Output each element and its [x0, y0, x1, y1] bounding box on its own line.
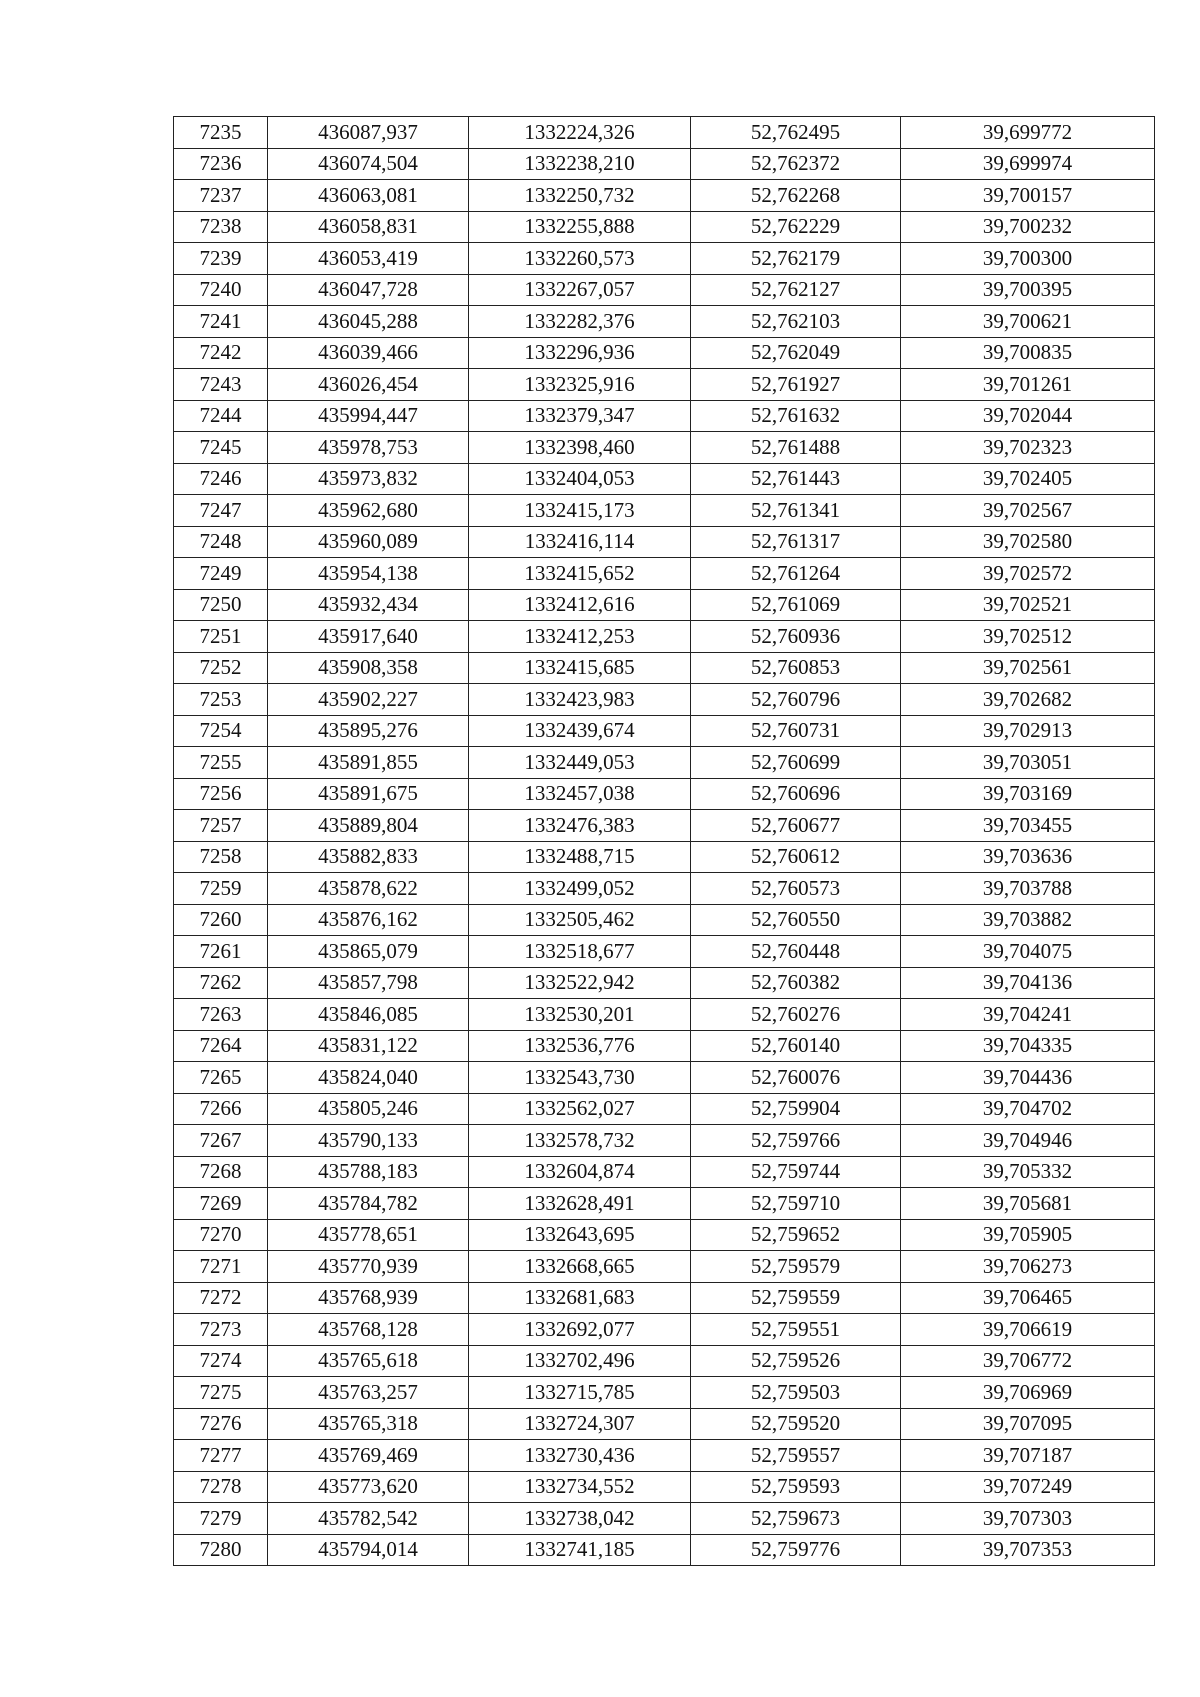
- x-coordinate-cell: 435960,089: [268, 526, 469, 558]
- latitude-cell: 52,759557: [691, 1440, 901, 1472]
- table-row: [174, 1188, 1155, 1220]
- latitude-cell: 52,762229: [691, 211, 901, 243]
- x-coordinate-cell: 435865,079: [268, 936, 469, 968]
- table-row: [174, 1219, 1155, 1251]
- point-number-cell: 7271: [174, 1251, 268, 1283]
- table-row: [174, 463, 1155, 495]
- latitude-cell: 52,760699: [691, 747, 901, 779]
- longitude-cell: 39,703455: [901, 810, 1155, 842]
- x-coordinate-cell: 436039,466: [268, 337, 469, 369]
- table-row: [174, 1314, 1155, 1346]
- latitude-cell: 52,761069: [691, 589, 901, 621]
- longitude-cell: 39,707353: [901, 1534, 1155, 1566]
- latitude-cell: 52,760076: [691, 1062, 901, 1094]
- x-coordinate-cell: 435932,434: [268, 589, 469, 621]
- point-number-cell: 7279: [174, 1503, 268, 1535]
- y-coordinate-cell: 1332238,210: [469, 148, 691, 180]
- table-row: [174, 1282, 1155, 1314]
- y-coordinate-cell: 1332741,185: [469, 1534, 691, 1566]
- table-row: [174, 274, 1155, 306]
- longitude-cell: 39,700300: [901, 243, 1155, 275]
- point-number-cell: 7265: [174, 1062, 268, 1094]
- x-coordinate-cell: 435882,833: [268, 841, 469, 873]
- y-coordinate-cell: 1332449,053: [469, 747, 691, 779]
- latitude-cell: 52,761264: [691, 558, 901, 590]
- longitude-cell: 39,700232: [901, 211, 1155, 243]
- latitude-cell: 52,759551: [691, 1314, 901, 1346]
- point-number-cell: 7238: [174, 211, 268, 243]
- point-number-cell: 7261: [174, 936, 268, 968]
- latitude-cell: 52,760853: [691, 652, 901, 684]
- longitude-cell: 39,699772: [901, 117, 1155, 149]
- table-row: [174, 747, 1155, 779]
- y-coordinate-cell: 1332530,201: [469, 999, 691, 1031]
- longitude-cell: 39,704335: [901, 1030, 1155, 1062]
- latitude-cell: 52,761341: [691, 495, 901, 527]
- point-number-cell: 7245: [174, 432, 268, 464]
- table-row: [174, 1408, 1155, 1440]
- table-row: [174, 180, 1155, 212]
- y-coordinate-cell: 1332488,715: [469, 841, 691, 873]
- point-number-cell: 7251: [174, 621, 268, 653]
- y-coordinate-cell: 1332518,677: [469, 936, 691, 968]
- latitude-cell: 52,761443: [691, 463, 901, 495]
- y-coordinate-cell: 1332415,652: [469, 558, 691, 590]
- x-coordinate-cell: 435876,162: [268, 904, 469, 936]
- point-number-cell: 7243: [174, 369, 268, 401]
- longitude-cell: 39,700621: [901, 306, 1155, 338]
- x-coordinate-cell: 435917,640: [268, 621, 469, 653]
- x-coordinate-cell: 435891,675: [268, 778, 469, 810]
- coordinates-table-body: [174, 117, 1155, 1566]
- y-coordinate-cell: 1332499,052: [469, 873, 691, 905]
- latitude-cell: 52,762127: [691, 274, 901, 306]
- y-coordinate-cell: 1332423,983: [469, 684, 691, 716]
- latitude-cell: 52,759776: [691, 1534, 901, 1566]
- x-coordinate-cell: 435788,183: [268, 1156, 469, 1188]
- point-number-cell: 7236: [174, 148, 268, 180]
- latitude-cell: 52,761632: [691, 400, 901, 432]
- x-coordinate-cell: 435857,798: [268, 967, 469, 999]
- longitude-cell: 39,704946: [901, 1125, 1155, 1157]
- longitude-cell: 39,704136: [901, 967, 1155, 999]
- latitude-cell: 52,759744: [691, 1156, 901, 1188]
- latitude-cell: 52,759652: [691, 1219, 901, 1251]
- x-coordinate-cell: 435824,040: [268, 1062, 469, 1094]
- longitude-cell: 39,706772: [901, 1345, 1155, 1377]
- y-coordinate-cell: 1332668,665: [469, 1251, 691, 1283]
- x-coordinate-cell: 435769,469: [268, 1440, 469, 1472]
- longitude-cell: 39,702521: [901, 589, 1155, 621]
- y-coordinate-cell: 1332457,038: [469, 778, 691, 810]
- point-number-cell: 7249: [174, 558, 268, 590]
- point-number-cell: 7246: [174, 463, 268, 495]
- longitude-cell: 39,700157: [901, 180, 1155, 212]
- point-number-cell: 7244: [174, 400, 268, 432]
- latitude-cell: 52,760550: [691, 904, 901, 936]
- y-coordinate-cell: 1332255,888: [469, 211, 691, 243]
- y-coordinate-cell: 1332260,573: [469, 243, 691, 275]
- y-coordinate-cell: 1332476,383: [469, 810, 691, 842]
- y-coordinate-cell: 1332724,307: [469, 1408, 691, 1440]
- latitude-cell: 52,759673: [691, 1503, 901, 1535]
- point-number-cell: 7242: [174, 337, 268, 369]
- latitude-cell: 52,760382: [691, 967, 901, 999]
- point-number-cell: 7254: [174, 715, 268, 747]
- x-coordinate-cell: 436063,081: [268, 180, 469, 212]
- table-row: [174, 1534, 1155, 1566]
- table-row: [174, 148, 1155, 180]
- longitude-cell: 39,705905: [901, 1219, 1155, 1251]
- table-row: [174, 936, 1155, 968]
- table-row: [174, 432, 1155, 464]
- y-coordinate-cell: 1332415,685: [469, 652, 691, 684]
- latitude-cell: 52,762103: [691, 306, 901, 338]
- x-coordinate-cell: 436026,454: [268, 369, 469, 401]
- longitude-cell: 39,707249: [901, 1471, 1155, 1503]
- x-coordinate-cell: 435846,085: [268, 999, 469, 1031]
- y-coordinate-cell: 1332325,916: [469, 369, 691, 401]
- y-coordinate-cell: 1332412,253: [469, 621, 691, 653]
- table-row: [174, 495, 1155, 527]
- table-row: [174, 873, 1155, 905]
- longitude-cell: 39,706465: [901, 1282, 1155, 1314]
- latitude-cell: 52,759766: [691, 1125, 901, 1157]
- x-coordinate-cell: 435889,804: [268, 810, 469, 842]
- x-coordinate-cell: 435768,128: [268, 1314, 469, 1346]
- table-row: [174, 715, 1155, 747]
- point-number-cell: 7275: [174, 1377, 268, 1409]
- table-row: [174, 652, 1155, 684]
- table-row: [174, 117, 1155, 149]
- longitude-cell: 39,703788: [901, 873, 1155, 905]
- longitude-cell: 39,707187: [901, 1440, 1155, 1472]
- point-number-cell: 7269: [174, 1188, 268, 1220]
- latitude-cell: 52,759904: [691, 1093, 901, 1125]
- x-coordinate-cell: 435973,832: [268, 463, 469, 495]
- latitude-cell: 52,762372: [691, 148, 901, 180]
- y-coordinate-cell: 1332505,462: [469, 904, 691, 936]
- longitude-cell: 39,704241: [901, 999, 1155, 1031]
- x-coordinate-cell: 435878,622: [268, 873, 469, 905]
- x-coordinate-cell: 436053,419: [268, 243, 469, 275]
- table-row: [174, 1093, 1155, 1125]
- longitude-cell: 39,702323: [901, 432, 1155, 464]
- table-row: [174, 1440, 1155, 1472]
- y-coordinate-cell: 1332738,042: [469, 1503, 691, 1535]
- latitude-cell: 52,760448: [691, 936, 901, 968]
- x-coordinate-cell: 435782,542: [268, 1503, 469, 1535]
- point-number-cell: 7255: [174, 747, 268, 779]
- longitude-cell: 39,703051: [901, 747, 1155, 779]
- longitude-cell: 39,707095: [901, 1408, 1155, 1440]
- point-number-cell: 7237: [174, 180, 268, 212]
- y-coordinate-cell: 1332715,785: [469, 1377, 691, 1409]
- point-number-cell: 7250: [174, 589, 268, 621]
- longitude-cell: 39,700395: [901, 274, 1155, 306]
- x-coordinate-cell: 435790,133: [268, 1125, 469, 1157]
- longitude-cell: 39,706969: [901, 1377, 1155, 1409]
- x-coordinate-cell: 435895,276: [268, 715, 469, 747]
- latitude-cell: 52,760936: [691, 621, 901, 653]
- x-coordinate-cell: 435778,651: [268, 1219, 469, 1251]
- table-row: [174, 526, 1155, 558]
- longitude-cell: 39,700835: [901, 337, 1155, 369]
- y-coordinate-cell: 1332250,732: [469, 180, 691, 212]
- longitude-cell: 39,704436: [901, 1062, 1155, 1094]
- longitude-cell: 39,705332: [901, 1156, 1155, 1188]
- latitude-cell: 52,760276: [691, 999, 901, 1031]
- longitude-cell: 39,706619: [901, 1314, 1155, 1346]
- y-coordinate-cell: 1332439,674: [469, 715, 691, 747]
- point-number-cell: 7266: [174, 1093, 268, 1125]
- latitude-cell: 52,759520: [691, 1408, 901, 1440]
- x-coordinate-cell: 435908,358: [268, 652, 469, 684]
- latitude-cell: 52,760612: [691, 841, 901, 873]
- longitude-cell: 39,702580: [901, 526, 1155, 558]
- latitude-cell: 52,761927: [691, 369, 901, 401]
- x-coordinate-cell: 435805,246: [268, 1093, 469, 1125]
- x-coordinate-cell: 436087,937: [268, 117, 469, 149]
- x-coordinate-cell: 436058,831: [268, 211, 469, 243]
- y-coordinate-cell: 1332416,114: [469, 526, 691, 558]
- y-coordinate-cell: 1332702,496: [469, 1345, 691, 1377]
- table-row: [174, 841, 1155, 873]
- table-row: [174, 1471, 1155, 1503]
- y-coordinate-cell: 1332643,695: [469, 1219, 691, 1251]
- point-number-cell: 7272: [174, 1282, 268, 1314]
- y-coordinate-cell: 1332604,874: [469, 1156, 691, 1188]
- latitude-cell: 52,760140: [691, 1030, 901, 1062]
- longitude-cell: 39,703636: [901, 841, 1155, 873]
- point-number-cell: 7277: [174, 1440, 268, 1472]
- x-coordinate-cell: 435994,447: [268, 400, 469, 432]
- longitude-cell: 39,707303: [901, 1503, 1155, 1535]
- table-row: [174, 1503, 1155, 1535]
- longitude-cell: 39,702561: [901, 652, 1155, 684]
- x-coordinate-cell: 435763,257: [268, 1377, 469, 1409]
- table-row: [174, 1156, 1155, 1188]
- longitude-cell: 39,706273: [901, 1251, 1155, 1283]
- point-number-cell: 7267: [174, 1125, 268, 1157]
- x-coordinate-cell: 435794,014: [268, 1534, 469, 1566]
- y-coordinate-cell: 1332681,683: [469, 1282, 691, 1314]
- x-coordinate-cell: 436047,728: [268, 274, 469, 306]
- y-coordinate-cell: 1332282,376: [469, 306, 691, 338]
- latitude-cell: 52,759559: [691, 1282, 901, 1314]
- x-coordinate-cell: 435770,939: [268, 1251, 469, 1283]
- y-coordinate-cell: 1332734,552: [469, 1471, 691, 1503]
- point-number-cell: 7260: [174, 904, 268, 936]
- longitude-cell: 39,702044: [901, 400, 1155, 432]
- point-number-cell: 7264: [174, 1030, 268, 1062]
- y-coordinate-cell: 1332562,027: [469, 1093, 691, 1125]
- latitude-cell: 52,760677: [691, 810, 901, 842]
- x-coordinate-cell: 435954,138: [268, 558, 469, 590]
- latitude-cell: 52,759526: [691, 1345, 901, 1377]
- table-row: [174, 558, 1155, 590]
- latitude-cell: 52,760573: [691, 873, 901, 905]
- table-row: [174, 1125, 1155, 1157]
- latitude-cell: 52,761488: [691, 432, 901, 464]
- x-coordinate-cell: 435765,618: [268, 1345, 469, 1377]
- y-coordinate-cell: 1332404,053: [469, 463, 691, 495]
- point-number-cell: 7259: [174, 873, 268, 905]
- table-row: [174, 243, 1155, 275]
- longitude-cell: 39,702405: [901, 463, 1155, 495]
- longitude-cell: 39,705681: [901, 1188, 1155, 1220]
- latitude-cell: 52,762268: [691, 180, 901, 212]
- longitude-cell: 39,702572: [901, 558, 1155, 590]
- table-row: [174, 967, 1155, 999]
- table-row: [174, 810, 1155, 842]
- point-number-cell: 7280: [174, 1534, 268, 1566]
- latitude-cell: 52,762179: [691, 243, 901, 275]
- table-row: [174, 1377, 1155, 1409]
- y-coordinate-cell: 1332224,326: [469, 117, 691, 149]
- y-coordinate-cell: 1332628,491: [469, 1188, 691, 1220]
- longitude-cell: 39,699974: [901, 148, 1155, 180]
- point-number-cell: 7241: [174, 306, 268, 338]
- point-number-cell: 7268: [174, 1156, 268, 1188]
- x-coordinate-cell: 435765,318: [268, 1408, 469, 1440]
- point-number-cell: 7276: [174, 1408, 268, 1440]
- x-coordinate-cell: 436074,504: [268, 148, 469, 180]
- point-number-cell: 7263: [174, 999, 268, 1031]
- y-coordinate-cell: 1332578,732: [469, 1125, 691, 1157]
- point-number-cell: 7274: [174, 1345, 268, 1377]
- table-row: [174, 1251, 1155, 1283]
- latitude-cell: 52,759710: [691, 1188, 901, 1220]
- point-number-cell: 7252: [174, 652, 268, 684]
- y-coordinate-cell: 1332692,077: [469, 1314, 691, 1346]
- x-coordinate-cell: 435773,620: [268, 1471, 469, 1503]
- longitude-cell: 39,702567: [901, 495, 1155, 527]
- table-row: [174, 621, 1155, 653]
- y-coordinate-cell: 1332522,942: [469, 967, 691, 999]
- longitude-cell: 39,702682: [901, 684, 1155, 716]
- latitude-cell: 52,759579: [691, 1251, 901, 1283]
- point-number-cell: 7239: [174, 243, 268, 275]
- y-coordinate-cell: 1332543,730: [469, 1062, 691, 1094]
- y-coordinate-cell: 1332730,436: [469, 1440, 691, 1472]
- x-coordinate-cell: 435891,855: [268, 747, 469, 779]
- y-coordinate-cell: 1332415,173: [469, 495, 691, 527]
- table-row: [174, 400, 1155, 432]
- table-row: [174, 211, 1155, 243]
- latitude-cell: 52,760796: [691, 684, 901, 716]
- latitude-cell: 52,761317: [691, 526, 901, 558]
- latitude-cell: 52,759593: [691, 1471, 901, 1503]
- table-row: [174, 1062, 1155, 1094]
- latitude-cell: 52,762049: [691, 337, 901, 369]
- longitude-cell: 39,704075: [901, 936, 1155, 968]
- table-row: [174, 337, 1155, 369]
- point-number-cell: 7273: [174, 1314, 268, 1346]
- table-row: [174, 1345, 1155, 1377]
- table-row: [174, 904, 1155, 936]
- y-coordinate-cell: 1332398,460: [469, 432, 691, 464]
- y-coordinate-cell: 1332379,347: [469, 400, 691, 432]
- x-coordinate-cell: 435902,227: [268, 684, 469, 716]
- x-coordinate-cell: 435831,122: [268, 1030, 469, 1062]
- y-coordinate-cell: 1332267,057: [469, 274, 691, 306]
- point-number-cell: 7235: [174, 117, 268, 149]
- x-coordinate-cell: 436045,288: [268, 306, 469, 338]
- table-row: [174, 778, 1155, 810]
- point-number-cell: 7256: [174, 778, 268, 810]
- table-row: [174, 369, 1155, 401]
- x-coordinate-cell: 435768,939: [268, 1282, 469, 1314]
- latitude-cell: 52,759503: [691, 1377, 901, 1409]
- point-number-cell: 7248: [174, 526, 268, 558]
- y-coordinate-cell: 1332296,936: [469, 337, 691, 369]
- longitude-cell: 39,704702: [901, 1093, 1155, 1125]
- table-row: [174, 589, 1155, 621]
- latitude-cell: 52,762495: [691, 117, 901, 149]
- table-row: [174, 1030, 1155, 1062]
- longitude-cell: 39,703169: [901, 778, 1155, 810]
- x-coordinate-cell: 435784,782: [268, 1188, 469, 1220]
- point-number-cell: 7253: [174, 684, 268, 716]
- y-coordinate-cell: 1332412,616: [469, 589, 691, 621]
- longitude-cell: 39,703882: [901, 904, 1155, 936]
- point-number-cell: 7257: [174, 810, 268, 842]
- table-row: [174, 306, 1155, 338]
- point-number-cell: 7270: [174, 1219, 268, 1251]
- longitude-cell: 39,702913: [901, 715, 1155, 747]
- latitude-cell: 52,760696: [691, 778, 901, 810]
- longitude-cell: 39,702512: [901, 621, 1155, 653]
- x-coordinate-cell: 435962,680: [268, 495, 469, 527]
- point-number-cell: 7258: [174, 841, 268, 873]
- coordinates-table: [173, 116, 1155, 1566]
- point-number-cell: 7262: [174, 967, 268, 999]
- longitude-cell: 39,701261: [901, 369, 1155, 401]
- y-coordinate-cell: 1332536,776: [469, 1030, 691, 1062]
- table-row: [174, 999, 1155, 1031]
- point-number-cell: 7240: [174, 274, 268, 306]
- table-row: [174, 684, 1155, 716]
- point-number-cell: 7278: [174, 1471, 268, 1503]
- latitude-cell: 52,760731: [691, 715, 901, 747]
- point-number-cell: 7247: [174, 495, 268, 527]
- x-coordinate-cell: 435978,753: [268, 432, 469, 464]
